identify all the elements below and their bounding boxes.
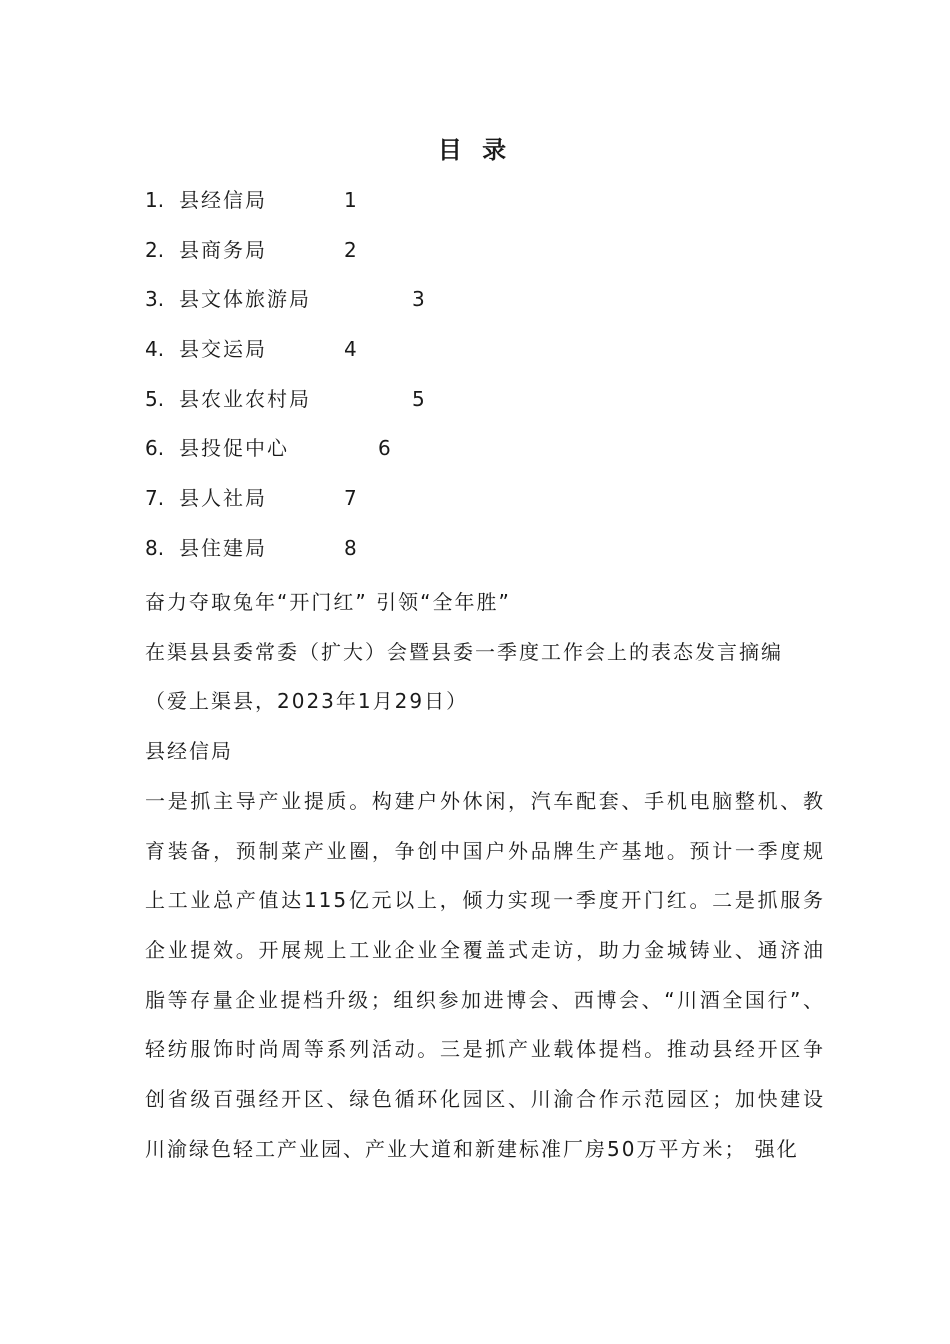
toc-entry[interactable] bbox=[145, 532, 357, 582]
toc-entry-page: 5 bbox=[412, 386, 425, 411]
table-of-contents bbox=[145, 184, 425, 582]
toc-entry-label: 县商务局 bbox=[179, 237, 267, 262]
toc-entry[interactable] bbox=[145, 482, 357, 532]
toc-entry-number: 8. bbox=[145, 535, 165, 560]
section-paragraph: 一是抓主导产业提质。构建户外休闲，汽车配套、手机电脑整机、教育装备，预制菜产业圈，争创中国户外品牌生产基地。预计一季度规上工业总产值达115亿元以上，倾力实现一季度开门红。二是抓服务企业提效。开展规上工业企业全覆盖式走访，助力金城铸业、通济油脂等存量企业提档升级；组织参加进博会、西博会、“川酒全国行”、轻纺服饰时尚周等系列活动。三是抓产业载体提档。推动县经开区争创省级百强经开区、绿色循环化园区、川渝合作示范园区；加快建设川渝绿色轻工产业园、产业大道和新建标准厂房50万平方米； 强化 bbox=[145, 788, 825, 1161]
section-heading: 县经信局 bbox=[145, 739, 233, 764]
toc-entry-page: 8 bbox=[344, 535, 357, 560]
toc-entry[interactable] bbox=[145, 184, 357, 234]
toc-entry-label: 县住建局 bbox=[179, 535, 267, 560]
article-source: （爱上渠县，2023年1月29日） bbox=[145, 689, 469, 714]
toc-entry-number: 6. bbox=[145, 436, 165, 461]
toc-entry[interactable] bbox=[145, 432, 391, 482]
toc-entry-page: 2 bbox=[344, 237, 357, 262]
toc-entry-label: 县投促中心 bbox=[179, 436, 289, 461]
toc-entry[interactable] bbox=[145, 333, 357, 383]
toc-entry-number: 7. bbox=[145, 486, 165, 511]
toc-entry-label: 县农业农村局 bbox=[179, 386, 311, 411]
toc-entry-number: 3. bbox=[145, 287, 165, 312]
toc-entry-number: 5. bbox=[145, 386, 165, 411]
toc-entry-page: 6 bbox=[378, 436, 391, 461]
toc-entry-number: 4. bbox=[145, 337, 165, 362]
toc-entry-label: 县文体旅游局 bbox=[179, 287, 311, 312]
toc-entry-number: 1. bbox=[145, 188, 165, 212]
article-headline: 奋力夺取兔年“开门红” 引领“全年胜” bbox=[145, 590, 511, 614]
toc-entry-label: 县人社局 bbox=[179, 486, 267, 511]
toc-entry-page: 4 bbox=[344, 337, 357, 362]
toc-entry-page: 3 bbox=[412, 287, 425, 312]
toc-entry-label: 县交运局 bbox=[179, 337, 267, 362]
article-subtitle: 在渠县县委常委（扩大）会暨县委一季度工作会上的表态发言摘编 bbox=[145, 639, 783, 664]
toc-entry-number: 2. bbox=[145, 237, 165, 262]
toc-entry-page: 1 bbox=[344, 188, 357, 212]
toc-entry[interactable] bbox=[145, 234, 357, 284]
article-body bbox=[145, 578, 825, 1174]
toc-entry[interactable] bbox=[145, 383, 425, 433]
toc-title: 目 录 bbox=[437, 136, 513, 164]
toc-entry[interactable] bbox=[145, 283, 425, 333]
toc-entry-label: 县经信局 bbox=[179, 188, 267, 212]
toc-entry-page: 7 bbox=[344, 486, 357, 511]
